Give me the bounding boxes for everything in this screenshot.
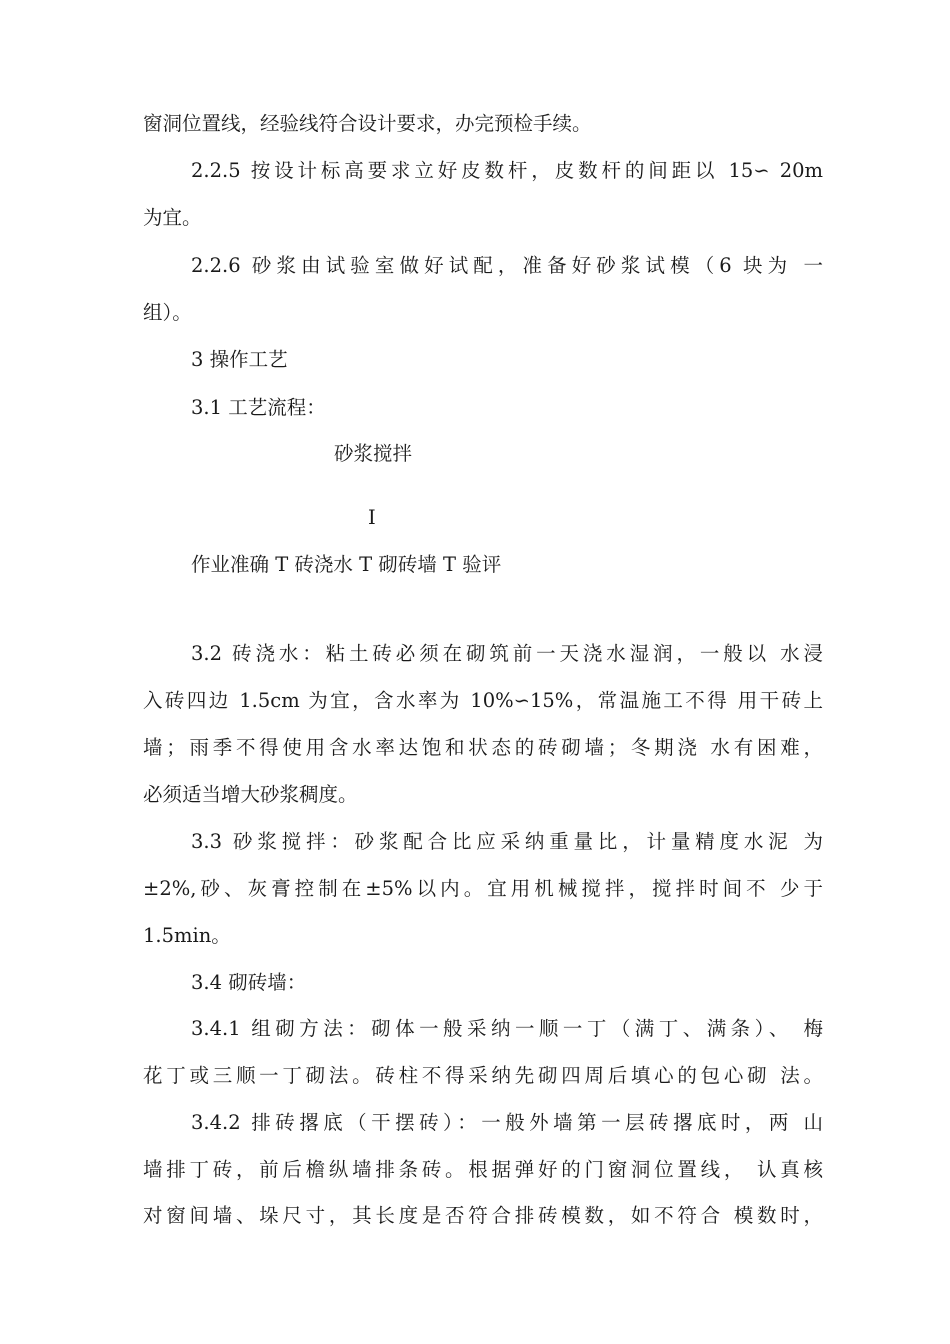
section-heading: 3 操作工艺 — [191, 348, 288, 371]
subsection-heading: 3.1 工艺流程： — [191, 396, 326, 419]
text-line-13: 墙；雨季不得使用含水率达饱和状态的砖砌墙；冬期浇 水有困难， — [143, 736, 823, 759]
flow-sequence: 作业准确 T 砖浇水 T 砌砖墙 T 验评 — [191, 553, 502, 576]
text-line-4: 2.2.6 砂浆由试验室做好试配，准备好砂浆试模（6 块为 一 — [191, 254, 823, 277]
text-line-14: 必须适当增大砂浆稠度。 — [143, 783, 358, 806]
text-line-3: 为宜。 — [143, 206, 202, 229]
text-line-17: 1.5min。 — [143, 924, 231, 947]
text-line-2: 2.2.5 按设计标高要求立好皮数杆，皮数杆的间距以 15∽ 20m — [191, 159, 823, 182]
subsection-heading-3-4: 3.4 砌砖墙： — [191, 971, 307, 994]
text-line-23: 对窗间墙、垛尺寸，其长度是否符合排砖模数，如不符合 模数时， — [143, 1204, 823, 1227]
text-line-20: 花丁或三顺一丁砌法。砖柱不得采纳先砌四周后填心的包心砌 法。 — [143, 1064, 823, 1087]
text-line-19: 3.4.1 组砌方法：砌体一般采纳一顺一丁（满丁、满条）、 梅 — [191, 1017, 823, 1040]
text-line-12: 入砖四边 1.5cm 为宜，含水率为 10%∽15%，常温施工不得 用干砖上 — [143, 689, 823, 712]
text-line-11: 3.2 砖浇水：粘土砖必须在砌筑前一天浇水湿润，一般以 水浸 — [191, 642, 823, 665]
text-line-15: 3.3 砂浆搅拌：砂浆配合比应采纳重量比，计量精度水泥 为 — [191, 830, 823, 853]
text-line-5: 组）。 — [143, 301, 192, 324]
text-line-21: 3.4.2 排砖撂底（干摆砖）：一般外墙第一层砖撂底时，两 山 — [191, 1111, 823, 1134]
text-line-16: ±2%,砂、灰膏控制在±5%以内。宜用机械搅拌，搅拌时间不 少于 — [143, 877, 823, 900]
text-line-22: 墙排丁砖，前后檐纵墙排条砖。根据弹好的门窗洞位置线， 认真核 — [143, 1158, 823, 1181]
flow-arrow: I — [368, 506, 376, 529]
flow-step-top: 砂浆搅拌 — [334, 442, 413, 465]
text-line-1: 窗洞位置线，经验线符合设计要求，办完预检手续。 — [143, 112, 592, 135]
